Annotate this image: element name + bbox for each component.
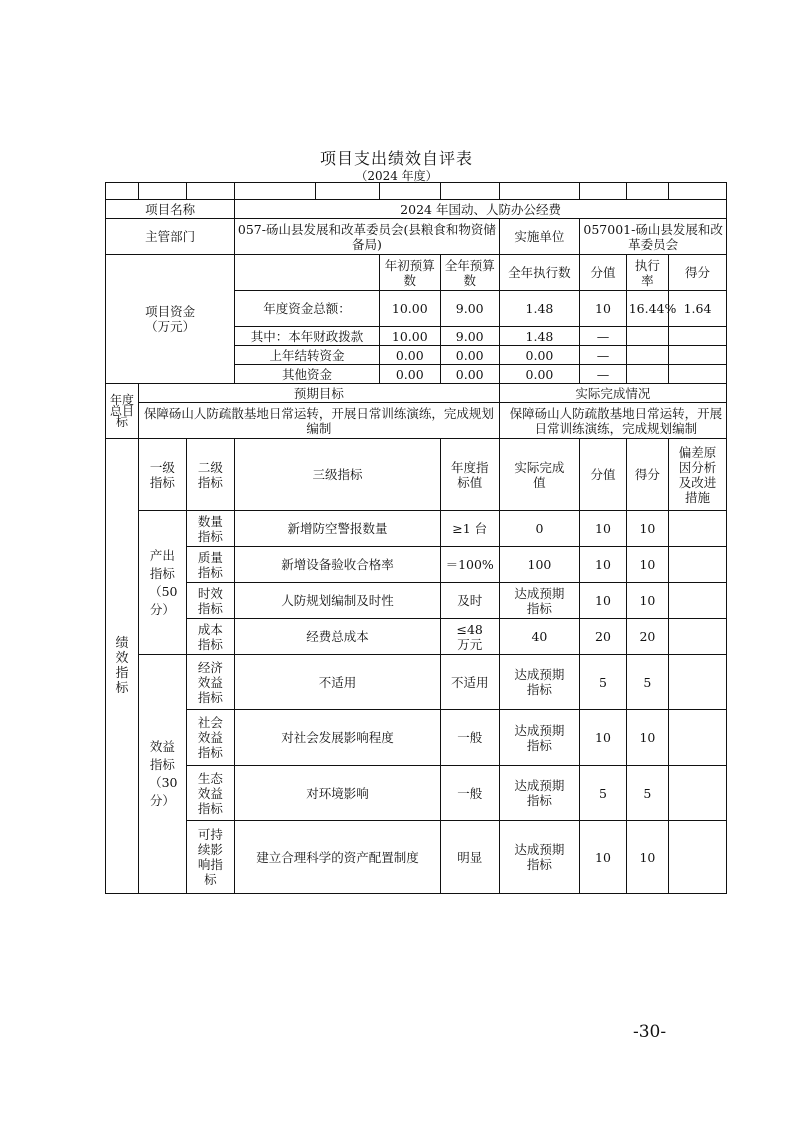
project-name-label: 项目名称 xyxy=(106,200,235,219)
deviation-cell xyxy=(669,583,727,619)
level2-cell: 时效指标 xyxy=(186,583,235,619)
goals-expected-text: 保障砀山人防疏散基地日常运转，开展日常训练演练，完成规划编制 xyxy=(139,403,500,439)
funds-executed: 1.48 xyxy=(499,291,580,327)
header-score: 得分 xyxy=(626,439,668,511)
funds-score xyxy=(669,365,727,384)
funds-row-label: 其他资金 xyxy=(235,365,380,384)
score-cell: 10 xyxy=(626,710,668,766)
target-cell: 及时 xyxy=(440,583,499,619)
deviation-cell xyxy=(669,619,727,655)
funds-header-blank xyxy=(235,255,380,291)
funds-initial: 0.00 xyxy=(379,365,440,384)
funds-score-value: — xyxy=(580,327,626,346)
funds-score xyxy=(669,327,727,346)
score-value-cell: 10 xyxy=(580,583,626,619)
score-value-cell: 5 xyxy=(580,766,626,821)
group-output-label: 产出指标（50分） xyxy=(139,511,187,655)
goals-actual-text: 保障砀山人防疏散基地日常运转，开展日常训练演练，完成规划编制 xyxy=(499,403,726,439)
actual-cell: 达成预期指标 xyxy=(499,655,580,710)
header-level1: 一级指标 xyxy=(139,439,187,511)
score-value-cell: 10 xyxy=(580,511,626,547)
level2-cell: 生态效益指标 xyxy=(186,766,235,821)
actual-cell: 0 xyxy=(499,511,580,547)
project-name-row xyxy=(106,200,727,219)
funds-initial: 10.00 xyxy=(379,291,440,327)
funds-executed: 0.00 xyxy=(499,346,580,365)
level3-cell: 对社会发展影响程度 xyxy=(235,710,441,766)
funds-budget: 0.00 xyxy=(440,346,499,365)
funds-executed: 0.00 xyxy=(499,365,580,384)
score-cell: 5 xyxy=(626,766,668,821)
impl-unit-value: 057001-砀山县发展和改革委员会 xyxy=(580,219,727,255)
indicator-row xyxy=(106,619,727,655)
project-name-value: 2024 年国动、人防办公经费 xyxy=(235,200,727,219)
level2-cell: 可持续影响指标 xyxy=(186,821,235,894)
target-cell: 明显 xyxy=(440,821,499,894)
header-level2: 二级指标 xyxy=(186,439,235,511)
funds-header-score: 得分 xyxy=(669,255,727,291)
funds-row-label: 其中：本年财政拨款 xyxy=(235,327,380,346)
indicator-row xyxy=(106,547,727,583)
score-cell: 10 xyxy=(626,583,668,619)
indicators-side-label: 绩效指标 xyxy=(106,439,139,894)
funds-executed: 1.48 xyxy=(499,327,580,346)
funds-header-row xyxy=(106,255,727,291)
funds-score-value: — xyxy=(580,346,626,365)
level3-cell: 经费总成本 xyxy=(235,619,441,655)
deviation-cell xyxy=(669,655,727,710)
funds-budget: 0.00 xyxy=(440,365,499,384)
actual-cell: 达成预期指标 xyxy=(499,821,580,894)
header-level3: 三级指标 xyxy=(235,439,441,511)
indicators-header-row xyxy=(106,439,727,511)
actual-cell: 达成预期指标 xyxy=(499,710,580,766)
funds-score-value: — xyxy=(580,365,626,384)
level3-cell: 对环境影响 xyxy=(235,766,441,821)
group-benefit-label: 效益指标（30分） xyxy=(139,655,187,894)
actual-cell: 40 xyxy=(499,619,580,655)
target-cell: ≤48 万元 xyxy=(440,619,499,655)
indicator-row xyxy=(106,821,727,894)
goals-content-row xyxy=(106,403,727,439)
page-title: 项目支出绩效自评表 xyxy=(319,149,473,168)
target-cell: 不适用 xyxy=(440,655,499,710)
funds-budget: 9.00 xyxy=(440,327,499,346)
department-label: 主管部门 xyxy=(106,219,235,255)
funds-rate: 16.44% xyxy=(626,291,668,327)
indicator-row xyxy=(106,655,727,710)
funds-initial: 0.00 xyxy=(379,346,440,365)
impl-unit-label: 实施单位 xyxy=(499,219,580,255)
indicator-row xyxy=(106,511,727,547)
score-value-cell: 20 xyxy=(580,619,626,655)
funds-label xyxy=(106,255,235,384)
header-score-value: 分值 xyxy=(580,439,626,511)
score-value-cell: 10 xyxy=(580,821,626,894)
funds-initial: 10.00 xyxy=(379,327,440,346)
target-cell: 一般 xyxy=(440,710,499,766)
funds-header-executed: 全年执行数 xyxy=(499,255,580,291)
actual-cell: 达成预期指标 xyxy=(499,766,580,821)
score-cell: 10 xyxy=(626,511,668,547)
actual-cell: 100 xyxy=(499,547,580,583)
funds-rate xyxy=(626,327,668,346)
level3-cell: 人防规划编制及时性 xyxy=(235,583,441,619)
target-cell: 一般 xyxy=(440,766,499,821)
indicator-row xyxy=(106,583,727,619)
deviation-cell xyxy=(669,821,727,894)
level3-cell: 新增设备验收合格率 xyxy=(235,547,441,583)
funds-row-label: 上年结转资金 xyxy=(235,346,380,365)
level2-cell: 数量指标 xyxy=(186,511,235,547)
header-actual: 实际完成值 xyxy=(499,439,580,511)
indicator-row xyxy=(106,710,727,766)
department-value: 057-砀山县发展和改革委员会(县粮食和物资储备局) xyxy=(235,219,500,255)
deviation-cell xyxy=(669,511,727,547)
score-cell: 5 xyxy=(626,655,668,710)
funds-header-rate: 执行率 xyxy=(626,255,668,291)
score-value-cell: 5 xyxy=(580,655,626,710)
funds-label-line1: 项目资金 xyxy=(145,304,196,319)
goals-expected-header: 预期目标 xyxy=(139,384,500,403)
actual-cell: 达成预期指标 xyxy=(499,583,580,619)
funds-rate xyxy=(626,365,668,384)
level3-cell: 建立合理科学的资产配置制度 xyxy=(235,821,441,894)
level3-cell: 新增防空警报数量 xyxy=(235,511,441,547)
level2-cell: 社会效益指标 xyxy=(186,710,235,766)
score-value-cell: 10 xyxy=(580,547,626,583)
funds-score-value: 10 xyxy=(580,291,626,327)
funds-header-initial: 年初预算数 xyxy=(379,255,440,291)
evaluation-table xyxy=(105,182,727,894)
goals-actual-header: 实际完成情况 xyxy=(499,384,726,403)
spacer-row xyxy=(106,183,727,200)
department-row xyxy=(106,219,727,255)
score-value-cell: 10 xyxy=(580,710,626,766)
funds-score: 1.64 xyxy=(669,291,727,327)
goals-header-row xyxy=(106,384,727,403)
page-number: -30- xyxy=(633,1022,667,1042)
funds-header-score-value: 分值 xyxy=(580,255,626,291)
level2-cell: 成本指标 xyxy=(186,619,235,655)
indicator-row xyxy=(106,766,727,821)
level3-cell: 不适用 xyxy=(235,655,441,710)
header-target: 年度指标值 xyxy=(440,439,499,511)
score-cell: 10 xyxy=(626,547,668,583)
page-subtitle: （2024 年度） xyxy=(355,169,438,183)
funds-header-budget: 全年预算数 xyxy=(440,255,499,291)
target-cell: ＝100% xyxy=(440,547,499,583)
funds-label-line2: （万元） xyxy=(145,319,196,334)
funds-rate xyxy=(626,346,668,365)
deviation-cell xyxy=(669,766,727,821)
score-cell: 20 xyxy=(626,619,668,655)
level2-cell: 质量指标 xyxy=(186,547,235,583)
level2-cell: 经济效益指标 xyxy=(186,655,235,710)
deviation-cell xyxy=(669,710,727,766)
deviation-cell xyxy=(669,547,727,583)
header-deviation: 偏差原因分析及改进措施 xyxy=(669,439,727,511)
target-cell: ≥1 台 xyxy=(440,511,499,547)
goals-side-label: 年度总目标 xyxy=(106,384,139,439)
funds-row-label: 年度资金总额： xyxy=(235,291,380,327)
score-cell: 10 xyxy=(626,821,668,894)
funds-budget: 9.00 xyxy=(440,291,499,327)
funds-score xyxy=(669,346,727,365)
